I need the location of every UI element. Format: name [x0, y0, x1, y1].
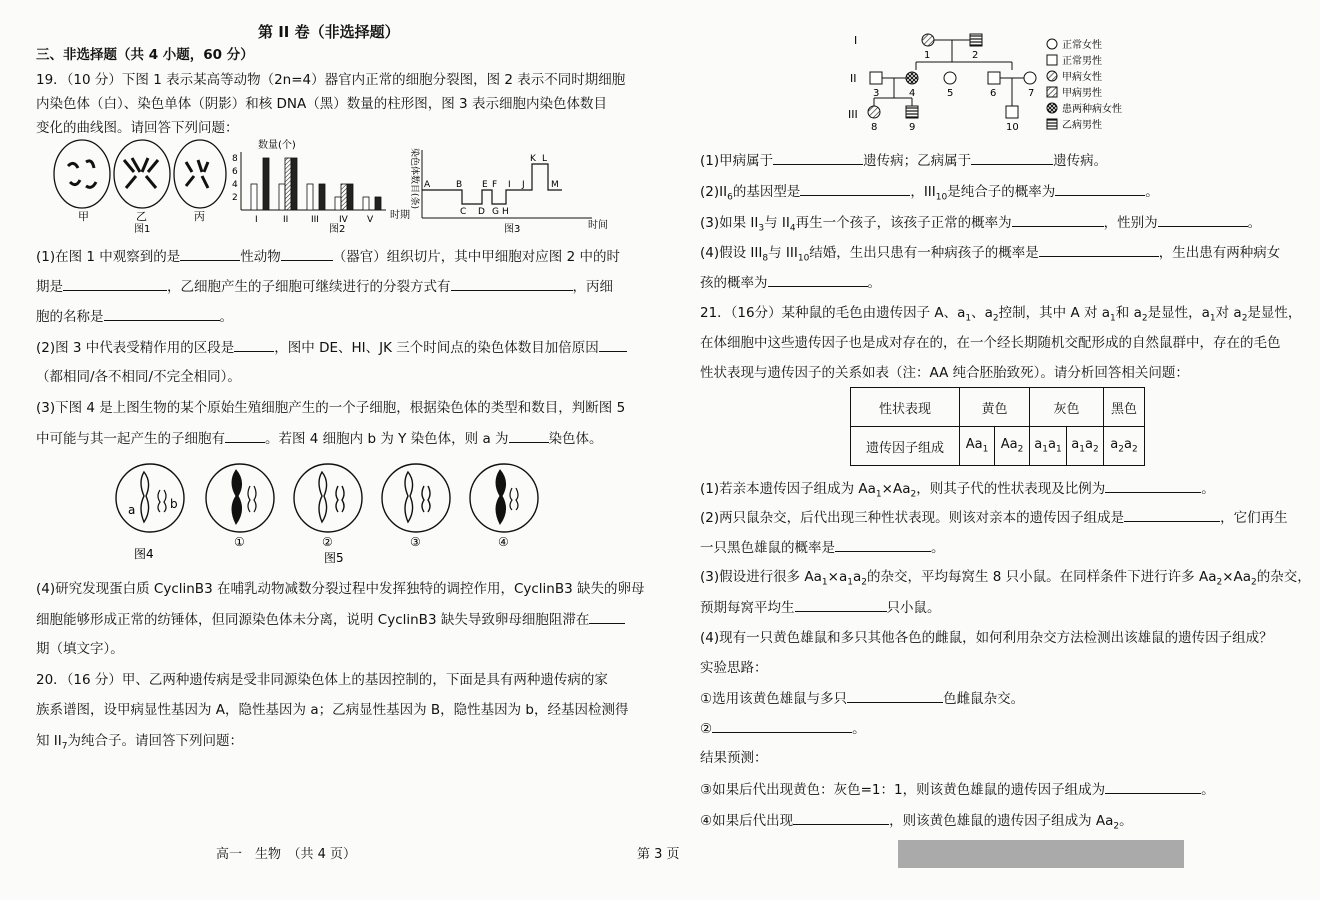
- q20-intro-line3: [36, 731, 243, 757]
- q21-sub4-line7: [700, 810, 1133, 837]
- pedigree-num-8: 8: [871, 122, 878, 133]
- q20-sub1-text-a: (1)甲病属于: [700, 153, 774, 169]
- q21-sub2-line1: [700, 507, 1288, 528]
- pedigree-II4: [906, 72, 918, 84]
- fig2-ytick-2: 2: [232, 193, 238, 203]
- fig3-pt-G: G: [492, 207, 499, 217]
- q19-figures-1-2-3: [36, 138, 626, 238]
- footer-subject: 高一 生物 （共 4 页）: [216, 847, 357, 862]
- q20-sub4-sub2: 10: [797, 253, 810, 264]
- q20-sub2-text-b: 的基因型是: [732, 184, 801, 200]
- pedigree-gen-III: III: [848, 108, 858, 121]
- legend-jia-female: 甲病女性: [1062, 72, 1102, 83]
- q21-sub3-text-g: 预期每窝平均生: [700, 600, 795, 616]
- fig2-bar-dna-II: [291, 158, 297, 210]
- q21-sub4-blank-4[interactable]: [793, 810, 889, 825]
- fig2-bar-dna-III: [319, 184, 325, 210]
- legend-jia-male-icon: [1047, 87, 1057, 97]
- fig2-bar-dna-I: [263, 158, 269, 210]
- q19-sub1-text-e: ，乙细胞产生的子细胞可继续进行的分裂方式有: [167, 279, 451, 295]
- q21-intro-text-e: 是显性，a: [1147, 305, 1210, 321]
- fig3-caption: 图3: [504, 224, 521, 235]
- pedigree-num-1: 1: [924, 50, 931, 61]
- q21-sub3-sub1: 1: [821, 577, 828, 588]
- q19-sub3-text-c: 。若图 4 细胞内 b 为 Y 染色体，则 a 为: [265, 431, 509, 447]
- q20-sub3-text-c: 再生一个孩子，该孩子正常的概率为: [795, 215, 1012, 231]
- q19-sub1-blank-2[interactable]: [281, 246, 333, 261]
- fig2-period-I: I: [255, 215, 258, 225]
- q20-sub3-sub1: 3: [758, 223, 765, 234]
- fig5-caption: 图5: [324, 551, 344, 565]
- q21-intro-text-g: 是显性，: [1247, 305, 1302, 321]
- q20-sub4-blank-2[interactable]: [768, 272, 868, 287]
- q21-sub3-text-c: a: [852, 569, 862, 585]
- pedigree-num-9: 9: [909, 122, 916, 133]
- q21-sub4-line2: 实验思路：: [700, 660, 768, 676]
- q21-sub2-text-c: 一只黑色雄鼠的概率是: [700, 540, 835, 556]
- fig4-cell: [116, 464, 184, 532]
- table-cell-a1a2: $a_1a_2$: [1067, 427, 1104, 466]
- legend-jia-female-icon: [1047, 71, 1057, 81]
- q21-sub3-line1: [700, 567, 1311, 593]
- q21-intro-text-b: 、a: [971, 305, 993, 321]
- q21-sub1-text-c: ，则其子代的性状表现及比例为: [916, 481, 1106, 497]
- q20-sub1-blank-2[interactable]: [971, 150, 1053, 165]
- q21-sub3-line2: [700, 597, 941, 618]
- legend-normal-female: 正常女性: [1062, 40, 1102, 51]
- q19-sub4-blank[interactable]: [589, 609, 625, 624]
- q19-sub1-blank-5[interactable]: [104, 306, 220, 321]
- section-heading: 三、非选择题（共 4 小题，60 分）: [36, 47, 254, 63]
- q20-sub4-blank-1[interactable]: [1039, 242, 1159, 257]
- fig4-caption: 图4: [134, 547, 154, 561]
- q19-sub1-text-g: 胞的名称是: [36, 309, 104, 325]
- q21-sub3-text-b: ×a: [827, 569, 848, 585]
- q20-sub2-text-e: 。: [1145, 184, 1159, 200]
- fig2-bar-dna-IV: [347, 184, 353, 210]
- q21-sub4-text-c: ①选用该黄色雄鼠与多只: [700, 691, 848, 707]
- q19-intro-line2: 内染色体（白）、染色单体（阴影）和核 DNA（黑）数量的柱形图，图 3 表示细胞内染色体数目: [36, 96, 607, 112]
- q21-sub3-text-e: ×Aa: [1222, 569, 1252, 585]
- table-header-yellow: 黄色: [960, 388, 1030, 427]
- fig2-bar-chromosome-II: [279, 184, 285, 210]
- fig2-ytick-6: 6: [232, 167, 238, 177]
- q21-sub3-sub3: 2: [861, 577, 867, 588]
- fig3-pt-H: H: [502, 207, 509, 217]
- q19-sub1-line3: [36, 306, 233, 327]
- q19-sub3-line2: [36, 428, 603, 449]
- pedigree-gen-II: II: [850, 72, 857, 85]
- q19-sub4-line2: [36, 609, 625, 630]
- q20-sub4-text-e: 孩的概率为: [700, 275, 768, 291]
- fig3-pt-I: I: [508, 180, 511, 190]
- pedigree-III10: [1006, 106, 1018, 118]
- fig2-xlabel: 时期: [390, 210, 410, 221]
- fig5-cell-2: [294, 464, 362, 532]
- q21-sub4-line4: [700, 718, 866, 739]
- q20-sub4-line2: [700, 272, 881, 293]
- fig1-label-bing: 丙: [194, 210, 205, 223]
- q19-intro-line3: 变化的曲线图。请回答下列问题：: [36, 120, 239, 136]
- fig2-ytick-8: 8: [232, 154, 238, 164]
- fig1-cell-bing: [174, 140, 226, 208]
- q21-sub3-sub2: 1: [847, 577, 853, 588]
- legend-jia-male: 甲病男性: [1062, 88, 1102, 99]
- q21-sub4-text-e: ②: [700, 721, 713, 737]
- q19-sub3-blank-2[interactable]: [509, 428, 549, 443]
- fig5-num-4: ④: [498, 535, 509, 549]
- pedigree-num-7: 7: [1028, 88, 1035, 99]
- q20-sub1-text-b: 遗传病；乙病属于: [863, 153, 972, 169]
- q19-sub1-text-d: 期是: [36, 279, 63, 295]
- q20-intro-sub: 7: [61, 741, 68, 752]
- fig5-num-3: ③: [410, 535, 421, 549]
- q19-sub2-text-b: ，图中 DE、HI、JK 三个时间点的染色体数目加倍原因: [274, 340, 599, 356]
- q20-sub4-text-b: 与 III: [768, 245, 798, 261]
- q21-sub4-sub: 2: [1113, 821, 1120, 832]
- q20-sub2-blank-2[interactable]: [1055, 181, 1145, 196]
- q19-sub2-line2: （都相同/各不相同/不完全相同）。: [36, 369, 241, 385]
- q19-sub3-text-d: 染色体。: [548, 431, 603, 447]
- q21-sub4-line5: 结果预测：: [700, 750, 768, 766]
- q19-sub1-line1: [36, 246, 620, 267]
- q19-sub1-text-c: （器官）组织切片，其中甲细胞对应图 2 中的时: [332, 249, 620, 265]
- q19-sub2-blank-1[interactable]: [234, 337, 274, 352]
- table-header-row: [851, 388, 1145, 427]
- q21-sub2-text-a: (2)两只鼠杂交，后代出现三种性状表现。则该对亲本的遗传因子组成是: [700, 510, 1125, 526]
- pedigree-III9: [906, 106, 918, 118]
- q21-sub4-text-j: ④如果后代出现: [700, 813, 794, 829]
- pedigree-num-10: 10: [1006, 122, 1019, 133]
- fig3-pt-J: J: [522, 180, 525, 190]
- q20-sub2-sub1: 6: [727, 192, 733, 203]
- q21-intro-text-f: 对 a: [1215, 305, 1242, 321]
- fig2-bar-dna-V: [375, 197, 381, 210]
- fig3-pt-D: D: [478, 207, 485, 217]
- q20-sub3-text-b: 与 II: [764, 215, 790, 231]
- fig1-label-jia: 甲: [78, 210, 89, 223]
- table-header-trait: 性状表现: [851, 388, 960, 427]
- q21-sub4-text-f: 。: [852, 721, 866, 737]
- q20-sub3-text-e: 。: [1247, 215, 1262, 231]
- table-cell-a2a2: $a_2a_2$: [1104, 427, 1145, 466]
- fig2-ylabel: 数量(个): [258, 140, 296, 151]
- q19-sub4-text-b: 细胞能够形成正常的纺锤体，但同源染色体未分离，说明 CyclinB3 缺失导致卵母细胞阻滞在: [36, 612, 590, 628]
- fig5-cell-3: [382, 464, 450, 532]
- q19-sub3-line1: (3)下图 4 是上图生物的某个原始生殖细胞产生的一个子细胞，根据染色体的类型和数目，判断图 5: [36, 400, 626, 416]
- pedigree-num-4: 4: [909, 88, 916, 99]
- q19-sub1-blank-1[interactable]: [180, 246, 240, 261]
- fig2-bar-chromatid-II: [285, 158, 291, 210]
- q20-intro-text-c: 为纯合子。请回答下列问题：: [67, 733, 243, 749]
- pedigree-II6: [988, 72, 1000, 84]
- pedigree-num-3: 3: [873, 88, 880, 99]
- legend-yi-male-icon: [1047, 119, 1057, 129]
- fig1-caption: 图1: [134, 224, 151, 235]
- q20-sub2-text-a: (2)II: [700, 184, 728, 200]
- pedigree-num-2: 2: [972, 50, 979, 61]
- legend-normal-male: 正常男性: [1062, 56, 1102, 67]
- legend-yi-male: 乙病男性: [1062, 120, 1102, 131]
- fig5-num-2: ②: [322, 535, 333, 549]
- fig2-bar-chromosome-I: [251, 184, 257, 210]
- q21-intro-text-d: 和 a: [1115, 305, 1142, 321]
- q21-sub2-line2: [700, 537, 945, 558]
- q20-intro-line2: 族系谱图，设甲病显性基因为 A，隐性基因为 a；乙病显性基因为 B，隐性基因为 b，经基因检测得: [36, 702, 629, 718]
- footer-page-number: 第 3 页: [637, 847, 680, 862]
- q19-sub4-line1: (4)研究发现蛋白质 CyclinB3 在哺乳动物减数分裂过程中发挥独特的调控作用，CyclinB3 缺失的卵母: [36, 581, 645, 597]
- q19-sub3-text-b: 中可能与其一起产生的子细胞有: [36, 431, 225, 447]
- q21-sub4-line1: (4)现有一只黄色雄鼠和多只其他各色的雌鼠，如何利用杂交方法检测出该雄鼠的遗传因子组成？: [700, 630, 1273, 646]
- pedigree-III8: [868, 106, 880, 118]
- q20-sub1-blank-1[interactable]: [773, 150, 863, 165]
- q21-sub4-text-l: 。: [1119, 813, 1133, 829]
- q20-sub4-text-a: (4)假设 III: [700, 245, 763, 261]
- fig1-cell-jia: [54, 140, 110, 208]
- q21-sub1: [700, 478, 1215, 505]
- fig3-line-chart: [409, 148, 608, 235]
- q20-sub3-sub2: 4: [789, 223, 796, 234]
- fig2-bar-chromosome-V: [363, 197, 369, 210]
- fig4-label-a: a: [128, 503, 136, 517]
- part-title: 第 II 卷（非选择题）: [258, 23, 400, 41]
- fig3-pt-F: F: [492, 180, 498, 190]
- q19-sub1-blank-3[interactable]: [63, 276, 167, 291]
- fig3-pt-M: M: [551, 180, 559, 190]
- q21-intro-text-a: 21．（16分）某种鼠的毛色由遗传因子 A、a: [700, 305, 966, 321]
- q19-sub1-text-h: 。: [219, 309, 233, 325]
- redaction-bar: [898, 840, 1184, 868]
- q19-figures-4-5: [106, 462, 546, 566]
- q20-intro-line1: 20．（16 分）甲、乙两种遗传病是受非同源染色体上的基因控制的，下面是具有两种遗传病的家: [36, 672, 608, 688]
- pedigree-II7: [1024, 72, 1036, 84]
- q21-intro-line3: 性状表现与遗传因子的关系如表（注：AA 纯合胚胎致死）。请分析回答相关问题：: [700, 365, 1189, 381]
- fig3-pt-B: B: [456, 180, 463, 190]
- table-header-black: 黑色: [1104, 388, 1145, 427]
- q20-sub4-sub1: 8: [762, 253, 769, 264]
- q19-sub3-blank-1[interactable]: [225, 428, 265, 443]
- q20-sub4-text-f: 。: [867, 275, 881, 291]
- q21-sub3-text-f: 的杂交，: [1256, 569, 1311, 585]
- legend-normal-male-icon: [1047, 55, 1057, 65]
- q21-sub1-text-b: ×Aa: [881, 481, 911, 497]
- q19-intro-line1: 19．（10 分）下图 1 表示某高等动物（2n=4）器官内正常的细胞分裂图，图 2 表示不同时期细胞: [36, 72, 626, 88]
- table-cell-Aa2: $Aa_2$: [995, 427, 1030, 466]
- q21-sub3-sub4: 2: [1216, 577, 1223, 588]
- q20-sub3-text-d: ，性别为: [1103, 215, 1158, 231]
- fig2-period-IV: IV: [339, 215, 348, 225]
- fig1-cell-yi: [114, 140, 170, 208]
- q21-genotype-table: [850, 387, 1145, 466]
- legend-both-female: 患两种病女性: [1062, 104, 1122, 115]
- q19-sub1-text-b: 性动物: [240, 249, 281, 265]
- q19-sub2-line1: [36, 337, 627, 358]
- fig5-cell-1: [206, 464, 274, 532]
- fig2-caption: 图2: [329, 224, 346, 235]
- q21-sub4-line6: [700, 779, 1215, 800]
- q20-sub1-text-c: 遗传病。: [1053, 153, 1108, 169]
- table-cell-Aa1: $Aa_1$: [960, 427, 995, 466]
- q20-sub2-blank-1[interactable]: [800, 181, 910, 196]
- pedigree-num-6: 6: [990, 88, 997, 99]
- q20-sub3-text-a: (3)如果 II: [700, 215, 759, 231]
- q20-sub2-text-c: ，III: [910, 184, 936, 200]
- legend-both-female-icon: [1047, 103, 1057, 113]
- fig3-pt-L: L: [542, 154, 548, 164]
- q21-sub4-blank-1[interactable]: [847, 688, 943, 703]
- fig3-pt-E: E: [482, 180, 488, 190]
- legend-normal-female-icon: [1047, 39, 1057, 49]
- fig2-ytick-4: 4: [232, 180, 238, 190]
- q19-sub1-text-a: (1)在图 1 中观察到的是: [36, 249, 181, 265]
- q21-sub2-text-b: ，它们再生: [1220, 510, 1288, 526]
- fig2-bar-chromosome-IV: [335, 197, 341, 210]
- q21-sub2-text-d: 。: [931, 540, 945, 556]
- q21-sub3-text-h: 只小鼠。: [886, 600, 941, 616]
- q21-sub3-text-d: 的杂交，平均每窝生 8 只小鼠。在同样条件下进行许多 Aa: [867, 569, 1217, 585]
- q21-sub1-text-d: 。: [1201, 481, 1215, 497]
- q19-sub1-text-f: ，丙细: [572, 279, 613, 295]
- q21-sub4-text-i: 。: [1201, 782, 1215, 798]
- q21-sub1-sub2: 2: [910, 489, 917, 500]
- fig5-cell-4: [470, 464, 538, 532]
- q20-sub3-blank-2[interactable]: [1158, 212, 1248, 227]
- pedigree-num-5: 5: [947, 88, 954, 99]
- q20-sub2-sub2: 10: [935, 192, 948, 203]
- q21-sub3-text-a: (3)假设进行很多 Aa: [700, 569, 822, 585]
- q20-sub4-text-d: ，生出患有两种病女: [1158, 245, 1281, 261]
- q19-sub1-blank-4[interactable]: [451, 276, 573, 291]
- table-row-genotype: [851, 427, 1145, 466]
- pedigree-I1: [922, 34, 934, 46]
- q21-sub4-blank-3[interactable]: [1105, 779, 1201, 794]
- fig2-bar-chart: [232, 138, 410, 235]
- q20-intro-text-a: 知 II: [36, 733, 62, 749]
- q21-intro-line2: 在体细胞中这些遗传因子也是成对存在的，在一个经长期随机交配形成的自然鼠群中，存在的毛色: [700, 335, 1281, 351]
- q19-sub1-line2: [36, 276, 613, 297]
- pedigree-legend: [1047, 38, 1122, 131]
- q21-sub4-text-h: ③如果后代出现黄色：灰色=1：1，则该黄色雄鼠的遗传因子组成为: [700, 782, 1106, 798]
- table-cell-a1a1: $a_1a_1$: [1030, 427, 1067, 466]
- table-row-label: 遗传因子组成: [851, 427, 960, 466]
- fig3-ylabel: 染色体数目(条): [409, 148, 419, 210]
- pedigree-II5: [944, 72, 956, 84]
- q21-sub3-blank[interactable]: [795, 597, 887, 612]
- pedigree-chart: [840, 26, 1140, 138]
- fig1-label-yi: 乙: [136, 210, 147, 223]
- fig4-label-b: b: [170, 497, 178, 511]
- q21-sub4-blank-2[interactable]: [712, 718, 852, 733]
- fig3-pt-K: K: [530, 154, 536, 164]
- pedigree-II3: [870, 72, 882, 84]
- q20-sub4-line1: [700, 242, 1280, 269]
- q21-intro-line1: 21．（16分）某种鼠的毛色由遗传因子 A、$a_1$、$a_2$控制，其中 A 对 $a_1$和 $a_2$是显性，$a_1$对 $a_2$是显性，: [700, 305, 1302, 324]
- q21-intro-text-c: 控制，其中 A 对 a: [998, 305, 1111, 321]
- q19-sub4-line3: 期（填文字）。: [36, 641, 124, 657]
- q21-sub4-line3: [700, 688, 1024, 709]
- table-header-gray: 灰色: [1030, 388, 1104, 427]
- fig2-period-V: V: [367, 215, 374, 225]
- q21-sub4-text-k: ，则该黄色雄鼠的遗传因子组成为 Aa: [889, 813, 1114, 829]
- pedigree-gen-I: I: [854, 34, 858, 47]
- q21-sub1-blank[interactable]: [1105, 478, 1201, 493]
- fig3-pt-A: A: [424, 180, 431, 190]
- q20-sub2: [700, 181, 1159, 208]
- fig5-num-1: ①: [234, 535, 245, 549]
- q21-sub2-blank-2[interactable]: [835, 537, 931, 552]
- q21-sub1-sub1: 1: [875, 489, 882, 500]
- q20-sub3: [700, 212, 1261, 239]
- q20-sub4-text-c: 结婚，生出只患有一种病孩子的概率是: [809, 245, 1039, 261]
- q19-sub2-text-a: (2)图 3 中代表受精作用的区段是: [36, 340, 235, 356]
- q21-sub3-sub5: 2: [1251, 577, 1257, 588]
- q20-sub3-blank-1[interactable]: [1012, 212, 1104, 227]
- q21-sub2-blank-1[interactable]: [1124, 507, 1220, 522]
- fig2-bar-chromosome-III: [307, 184, 313, 210]
- pedigree-I2: [970, 34, 982, 46]
- fig3-pt-C: C: [460, 207, 467, 217]
- fig2-bar-chromatid-IV: [341, 184, 347, 210]
- fig3-xlabel: 时间: [588, 220, 608, 231]
- q19-sub2-blank-2[interactable]: [599, 337, 627, 352]
- q20-sub2-text-d: 是纯合子的概率为: [947, 184, 1056, 200]
- fig2-period-III: III: [311, 215, 319, 225]
- q21-sub4-text-d: 色雌鼠杂交。: [943, 691, 1025, 707]
- q20-sub1: [700, 150, 1107, 171]
- fig2-period-II: II: [283, 215, 289, 225]
- q21-sub1-text-a: (1)若亲本遗传因子组成为 Aa: [700, 481, 876, 497]
